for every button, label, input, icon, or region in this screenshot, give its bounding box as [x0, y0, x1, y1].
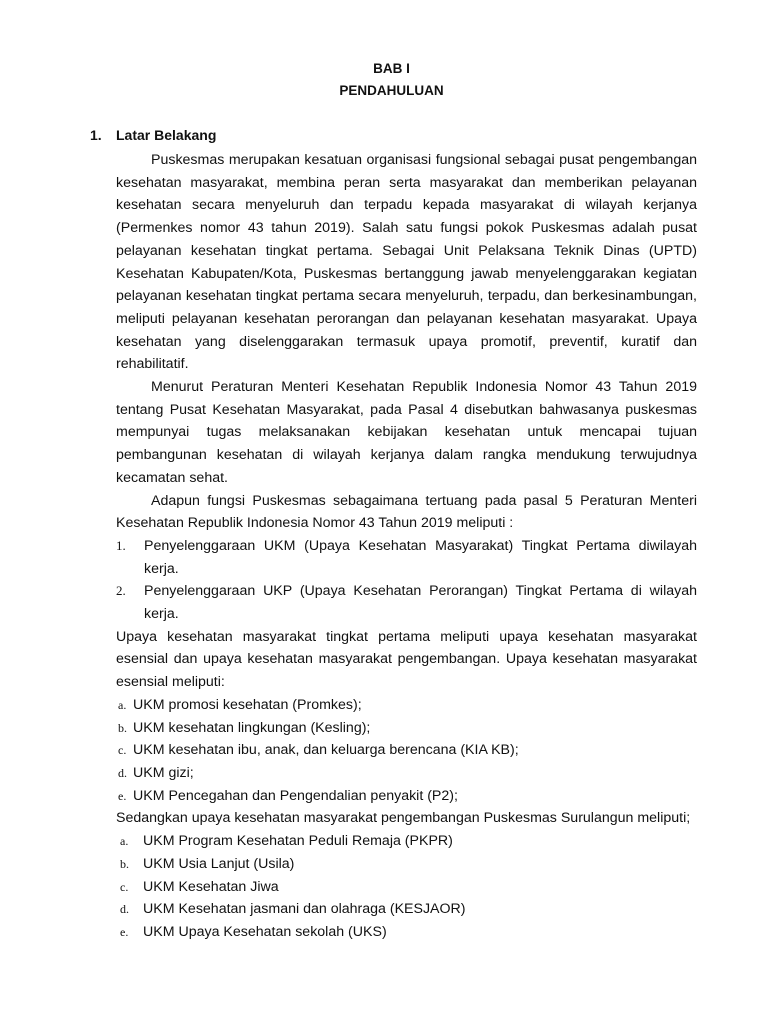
- list-item-text: UKM Usia Lanjut (Usila): [143, 855, 295, 872]
- list-item-text: UKM Pencegahan dan Pengendalian penyakit (P2);: [133, 787, 458, 804]
- list-marker: 2.: [116, 583, 126, 599]
- list-item-text: Penyelenggaraan UKM (Upaya Kesehatan Masyarakat) Tingkat Pertama diwilayah kerja.: [144, 537, 697, 577]
- list-item: [116, 535, 697, 580]
- list-item: [116, 898, 697, 921]
- list-item: [116, 694, 697, 717]
- list-marker: c.: [120, 879, 129, 894]
- list-item: [116, 762, 697, 785]
- list-item-text: UKM Program Kesehatan Peduli Remaja (PKPR): [143, 833, 453, 850]
- list-item: [116, 785, 697, 808]
- list-marker: a.: [120, 834, 129, 849]
- list-marker: c.: [118, 743, 127, 758]
- development-ukm-list: [116, 830, 697, 944]
- chapter-title: PENDAHULUAN: [339, 83, 444, 98]
- list-item: [116, 739, 697, 762]
- section-title: Latar Belakang: [116, 127, 217, 143]
- list-item-text: UKM Kesehatan jasmani dan olahraga (KESJAOR): [143, 901, 466, 918]
- section-number: 1.: [90, 127, 102, 143]
- paragraph: Menurut Peraturan Menteri Kesehatan Republik Indonesia Nomor 43 Tahun 2019 tentang Pusat Kesehatan Masyarakat, pada Pasal 4 disebutkan bahwasanya puskesmas mempunyai tugas melaksanakan kebijakan kesehatan untuk mencapai tujuan pembangunan kesehatan di wilayah kerjanya dalam rangka mendukung terwujudnya kecamatan sehat.: [116, 379, 697, 486]
- list-item-text: UKM promosi kesehatan (Promkes);: [133, 696, 362, 713]
- list-marker: b.: [118, 720, 127, 735]
- paragraph: Adapun fungsi Puskesmas sebagaimana tertuang pada pasal 5 Peraturan Menteri Kesehatan Republik Indonesia Nomor 43 Tahun 2019 meliputi :: [116, 492, 697, 532]
- list-item: [116, 876, 697, 899]
- section-body: [116, 149, 697, 944]
- list-marker: b.: [120, 856, 129, 871]
- list-item: [116, 830, 697, 853]
- list-item: [116, 921, 697, 944]
- list-item-text: UKM Kesehatan Jiwa: [143, 878, 279, 895]
- list-marker: a.: [118, 697, 127, 712]
- list-item: [116, 717, 697, 740]
- list-marker: e.: [120, 924, 129, 939]
- list-item: [116, 580, 697, 625]
- list-item-text: UKM Upaya Kesehatan sekolah (UKS): [143, 923, 387, 940]
- paragraph: Sedangkan upaya kesehatan masyarakat pengembangan Puskesmas Surulangun meliputi;: [116, 810, 691, 827]
- list-marker: d.: [118, 765, 127, 780]
- list-marker: d.: [120, 902, 129, 917]
- list-marker: e.: [118, 788, 127, 803]
- essential-ukm-list: [116, 694, 697, 808]
- paragraph: Puskesmas merupakan kesatuan organisasi fungsional sebagai pusat pengembangan kesehatan masyarakat, membina peran serta masyarakat dan memberikan pelayanan kesehatan secara menyeluruh dan terpadu kepada masyarakat di wilayah kerjanya (Permenkes nomor 43 tahun 2019). Salah satu fungsi pokok Puskesmas adalah pusat pelayanan kesehatan tingkat pertama. Sebagai Unit Pelaksana Teknik Dinas (UPTD) Kesehatan Kabupaten/Kota, Puskesmas bertanggung jawab menyelenggarakan kegiatan pelayanan kesehatan tingkat pertama secara menyeluruh, terpadu, dan berkesinambungan, meliputi pelayanan kesehatan perorangan dan pelayanan kesehatan masyarakat. Upaya kesehatan yang diselenggarakan termasuk upaya promotif, preventif, kuratif dan rehabilitatif.: [116, 152, 697, 373]
- list-item-text: UKM kesehatan lingkungan (Kesling);: [133, 719, 371, 736]
- list-item-text: UKM gizi;: [133, 764, 194, 781]
- list-item-text: UKM kesehatan ibu, anak, dan keluarga berencana (KIA KB);: [133, 742, 519, 759]
- list-marker: 1.: [116, 537, 126, 553]
- chapter-number: BAB I: [373, 61, 410, 76]
- section-heading: [90, 127, 216, 143]
- function-list: [116, 535, 697, 626]
- paragraph: Upaya kesehatan masyarakat tingkat pertama meliputi upaya kesehatan masyarakat esensial dan upaya kesehatan masyarakat pengembangan. Upaya kesehatan masyarakat esensial meliputi:: [116, 628, 697, 691]
- list-item: [116, 853, 697, 876]
- list-item-text: Penyelenggaraan UKP (Upaya Kesehatan Perorangan) Tingkat Pertama di wilayah kerja.: [144, 583, 697, 623]
